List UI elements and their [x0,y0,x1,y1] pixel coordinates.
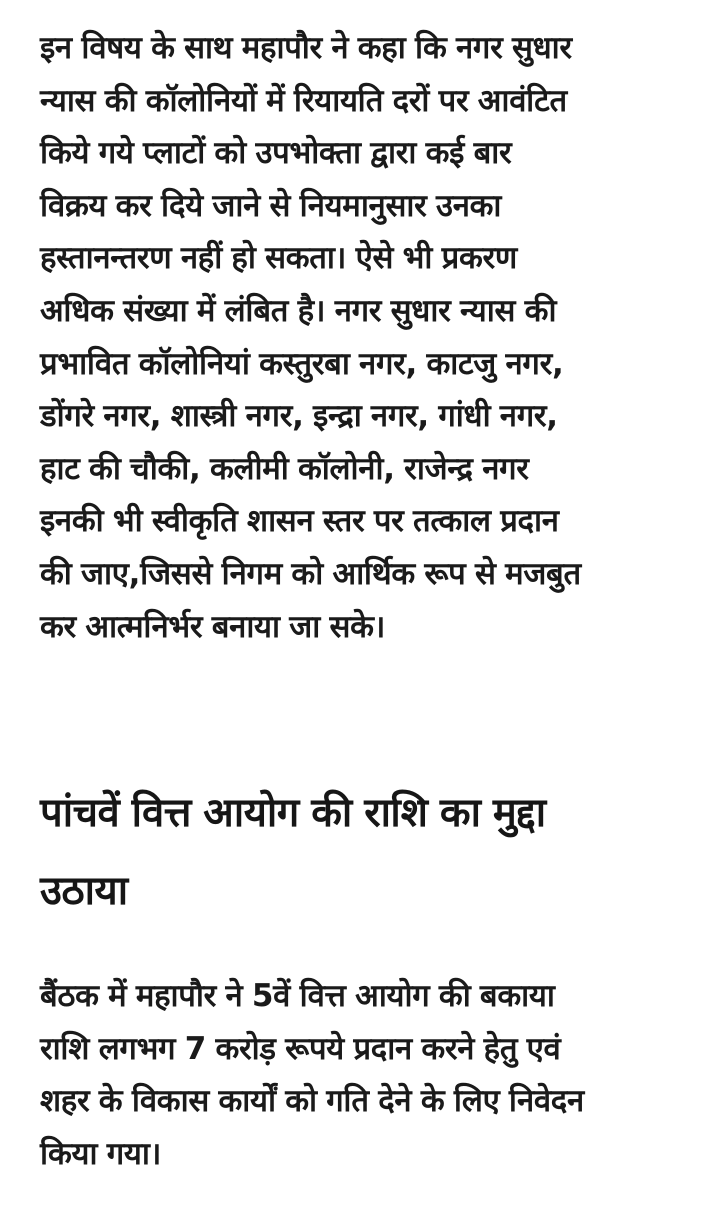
article-paragraph: बैंठक में महापौर ने 5वें वित्त आयोग की बकाया राशि लगभग 7 करोड़ रूपये प्रदान करने हेतु एवं शहर के विकास कार्यों को गति देने के लिए निवेदन किया गया। [40,978,584,1172]
section-heading: पांचवें वित्त आयोग की राशि का मुद्दा उठाया [40,790,546,914]
article-paragraph: इन विषय के साथ महापौर ने कहा कि नगर सुधार न्यास की कॉलोनियों में रियायति दरों पर आवंटित किये गये प्लाटों को उपभोक्ता द्वारा कई बार विक्रय कर दिये जाने से नियमानुसार उनका हस्तानन्तरण नहीं हो सकता। ऐसे भी प्रकरण अधिक संख्या में लंबित है। नगर सुधार न्यास की प्रभावित कॉलोनियां कस्तुरबा नगर, काटजु नगर, डोंगरे नगर, शास्त्री नगर, इन्द्रा नगर, गांधी नगर, हाट की चौकी, कलीमी कॉलोनी, राजेन्द्र नगर इनकी भी स्वीकृति शासन स्तर पर तत्काल प्रदान की जाए,जिससे निगम को आर्थिक रूप से मजबुत कर आत्मनिर्भर बनाया जा सके। [40,30,581,645]
article-body [40,22,700,1172]
